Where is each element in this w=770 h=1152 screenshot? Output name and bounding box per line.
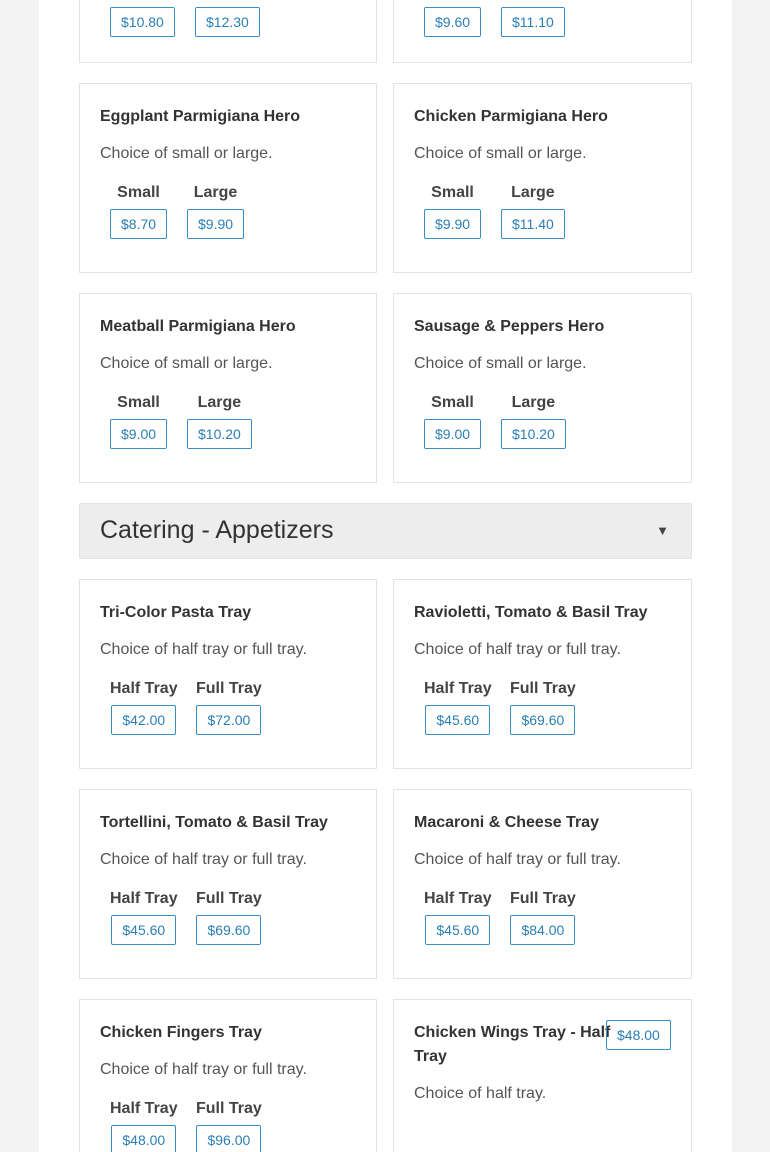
price-button[interactable]: $48.00 (606, 1020, 671, 1050)
section-title: Catering - Appetizers (100, 516, 334, 544)
price-button[interactable]: $10.20 (187, 419, 252, 449)
option-label: Full Tray (196, 680, 262, 697)
price-button[interactable]: $69.60 (196, 915, 261, 945)
item-title: Tortellini, Tomato & Basil Tray (100, 814, 328, 831)
option-label: Full Tray (196, 890, 262, 907)
price-button[interactable]: $11.10 (501, 7, 565, 37)
menu-item-card[interactable] (393, 789, 692, 979)
option-label: Small (431, 394, 474, 411)
menu-item-card[interactable] (393, 579, 692, 769)
menu-item-card[interactable] (393, 999, 692, 1152)
option-label: Large (511, 184, 555, 201)
option-label: Small (117, 184, 160, 201)
price-button[interactable]: $72.00 (196, 705, 261, 735)
menu-item-card[interactable] (79, 999, 377, 1152)
menu-item-card[interactable] (79, 0, 377, 63)
menu-item-card[interactable] (79, 579, 377, 769)
price-button[interactable]: $9.00 (424, 419, 481, 449)
option-label: Large (511, 394, 556, 411)
price-button[interactable]: $12.30 (195, 7, 260, 37)
item-description: Choice of half tray or full tray. (100, 641, 307, 658)
item-title: Ravioletti, Tomato & Basil Tray (414, 604, 648, 621)
price-button[interactable]: $48.00 (111, 1125, 176, 1152)
option-label: Small (431, 184, 474, 201)
menu-item-card[interactable] (393, 83, 692, 273)
price-button[interactable]: $9.00 (110, 419, 167, 449)
price-button[interactable]: $10.80 (110, 7, 175, 37)
item-title: Chicken Parmigiana Hero (414, 108, 608, 125)
option-label: Half Tray (424, 680, 492, 697)
price-button[interactable]: $42.00 (111, 705, 176, 735)
option-label: Full Tray (196, 1100, 262, 1117)
option-label: Full Tray (510, 680, 576, 697)
option-label: Half Tray (424, 890, 492, 907)
price-button[interactable]: $8.70 (110, 209, 167, 239)
option-label: Large (193, 184, 238, 201)
section-header-catering-appetizers[interactable] (79, 503, 692, 559)
option-label: Full Tray (510, 890, 576, 907)
item-description: Choice of small or large. (100, 355, 273, 372)
price-button[interactable]: $9.90 (424, 209, 481, 239)
item-title: Meatball Parmigiana Hero (100, 318, 296, 335)
menu-item-card[interactable] (393, 0, 692, 63)
price-button[interactable]: $96.00 (196, 1125, 261, 1152)
option-label: Half Tray (110, 1100, 178, 1117)
option-label: Half Tray (110, 890, 178, 907)
menu-item-card[interactable] (79, 789, 377, 979)
price-button[interactable]: $45.60 (425, 705, 490, 735)
item-title: Tri-Color Pasta Tray (100, 604, 252, 621)
item-title (414, 1021, 610, 1069)
price-button[interactable]: $45.60 (425, 915, 490, 945)
item-title-line: Tray (414, 1048, 447, 1065)
item-title: Eggplant Parmigiana Hero (100, 108, 301, 125)
option-label: Large (197, 394, 242, 411)
item-description: Choice of half tray or full tray. (414, 641, 621, 658)
price-button[interactable]: $84.00 (510, 915, 575, 945)
item-title: Macaroni & Cheese Tray (414, 814, 599, 831)
price-button[interactable]: $69.60 (510, 705, 575, 735)
chevron-down-icon: ▼ (656, 523, 669, 538)
item-title: Chicken Fingers Tray (100, 1024, 262, 1041)
menu-item-card[interactable] (79, 293, 377, 483)
item-description: Choice of half tray. (414, 1085, 547, 1102)
price-button[interactable]: $9.90 (187, 209, 244, 239)
item-description: Choice of half tray or full tray. (100, 1061, 307, 1078)
price-button[interactable]: $45.60 (111, 915, 176, 945)
price-button[interactable]: $10.20 (501, 419, 566, 449)
option-label: Small (117, 394, 160, 411)
menu-item-card[interactable] (79, 83, 377, 273)
item-title: Sausage & Peppers Hero (414, 318, 605, 335)
item-description: Choice of small or large. (414, 355, 587, 372)
item-description: Choice of half tray or full tray. (414, 851, 621, 868)
price-button[interactable]: $9.60 (424, 7, 481, 37)
price-button[interactable]: $11.40 (501, 209, 565, 239)
item-description: Choice of small or large. (100, 145, 273, 162)
item-description: Choice of small or large. (414, 145, 587, 162)
menu-item-card[interactable] (393, 293, 692, 483)
item-description: Choice of half tray or full tray. (100, 851, 307, 868)
item-title-line: Chicken Wings Tray - Half (414, 1024, 611, 1041)
option-label: Half Tray (110, 680, 178, 697)
